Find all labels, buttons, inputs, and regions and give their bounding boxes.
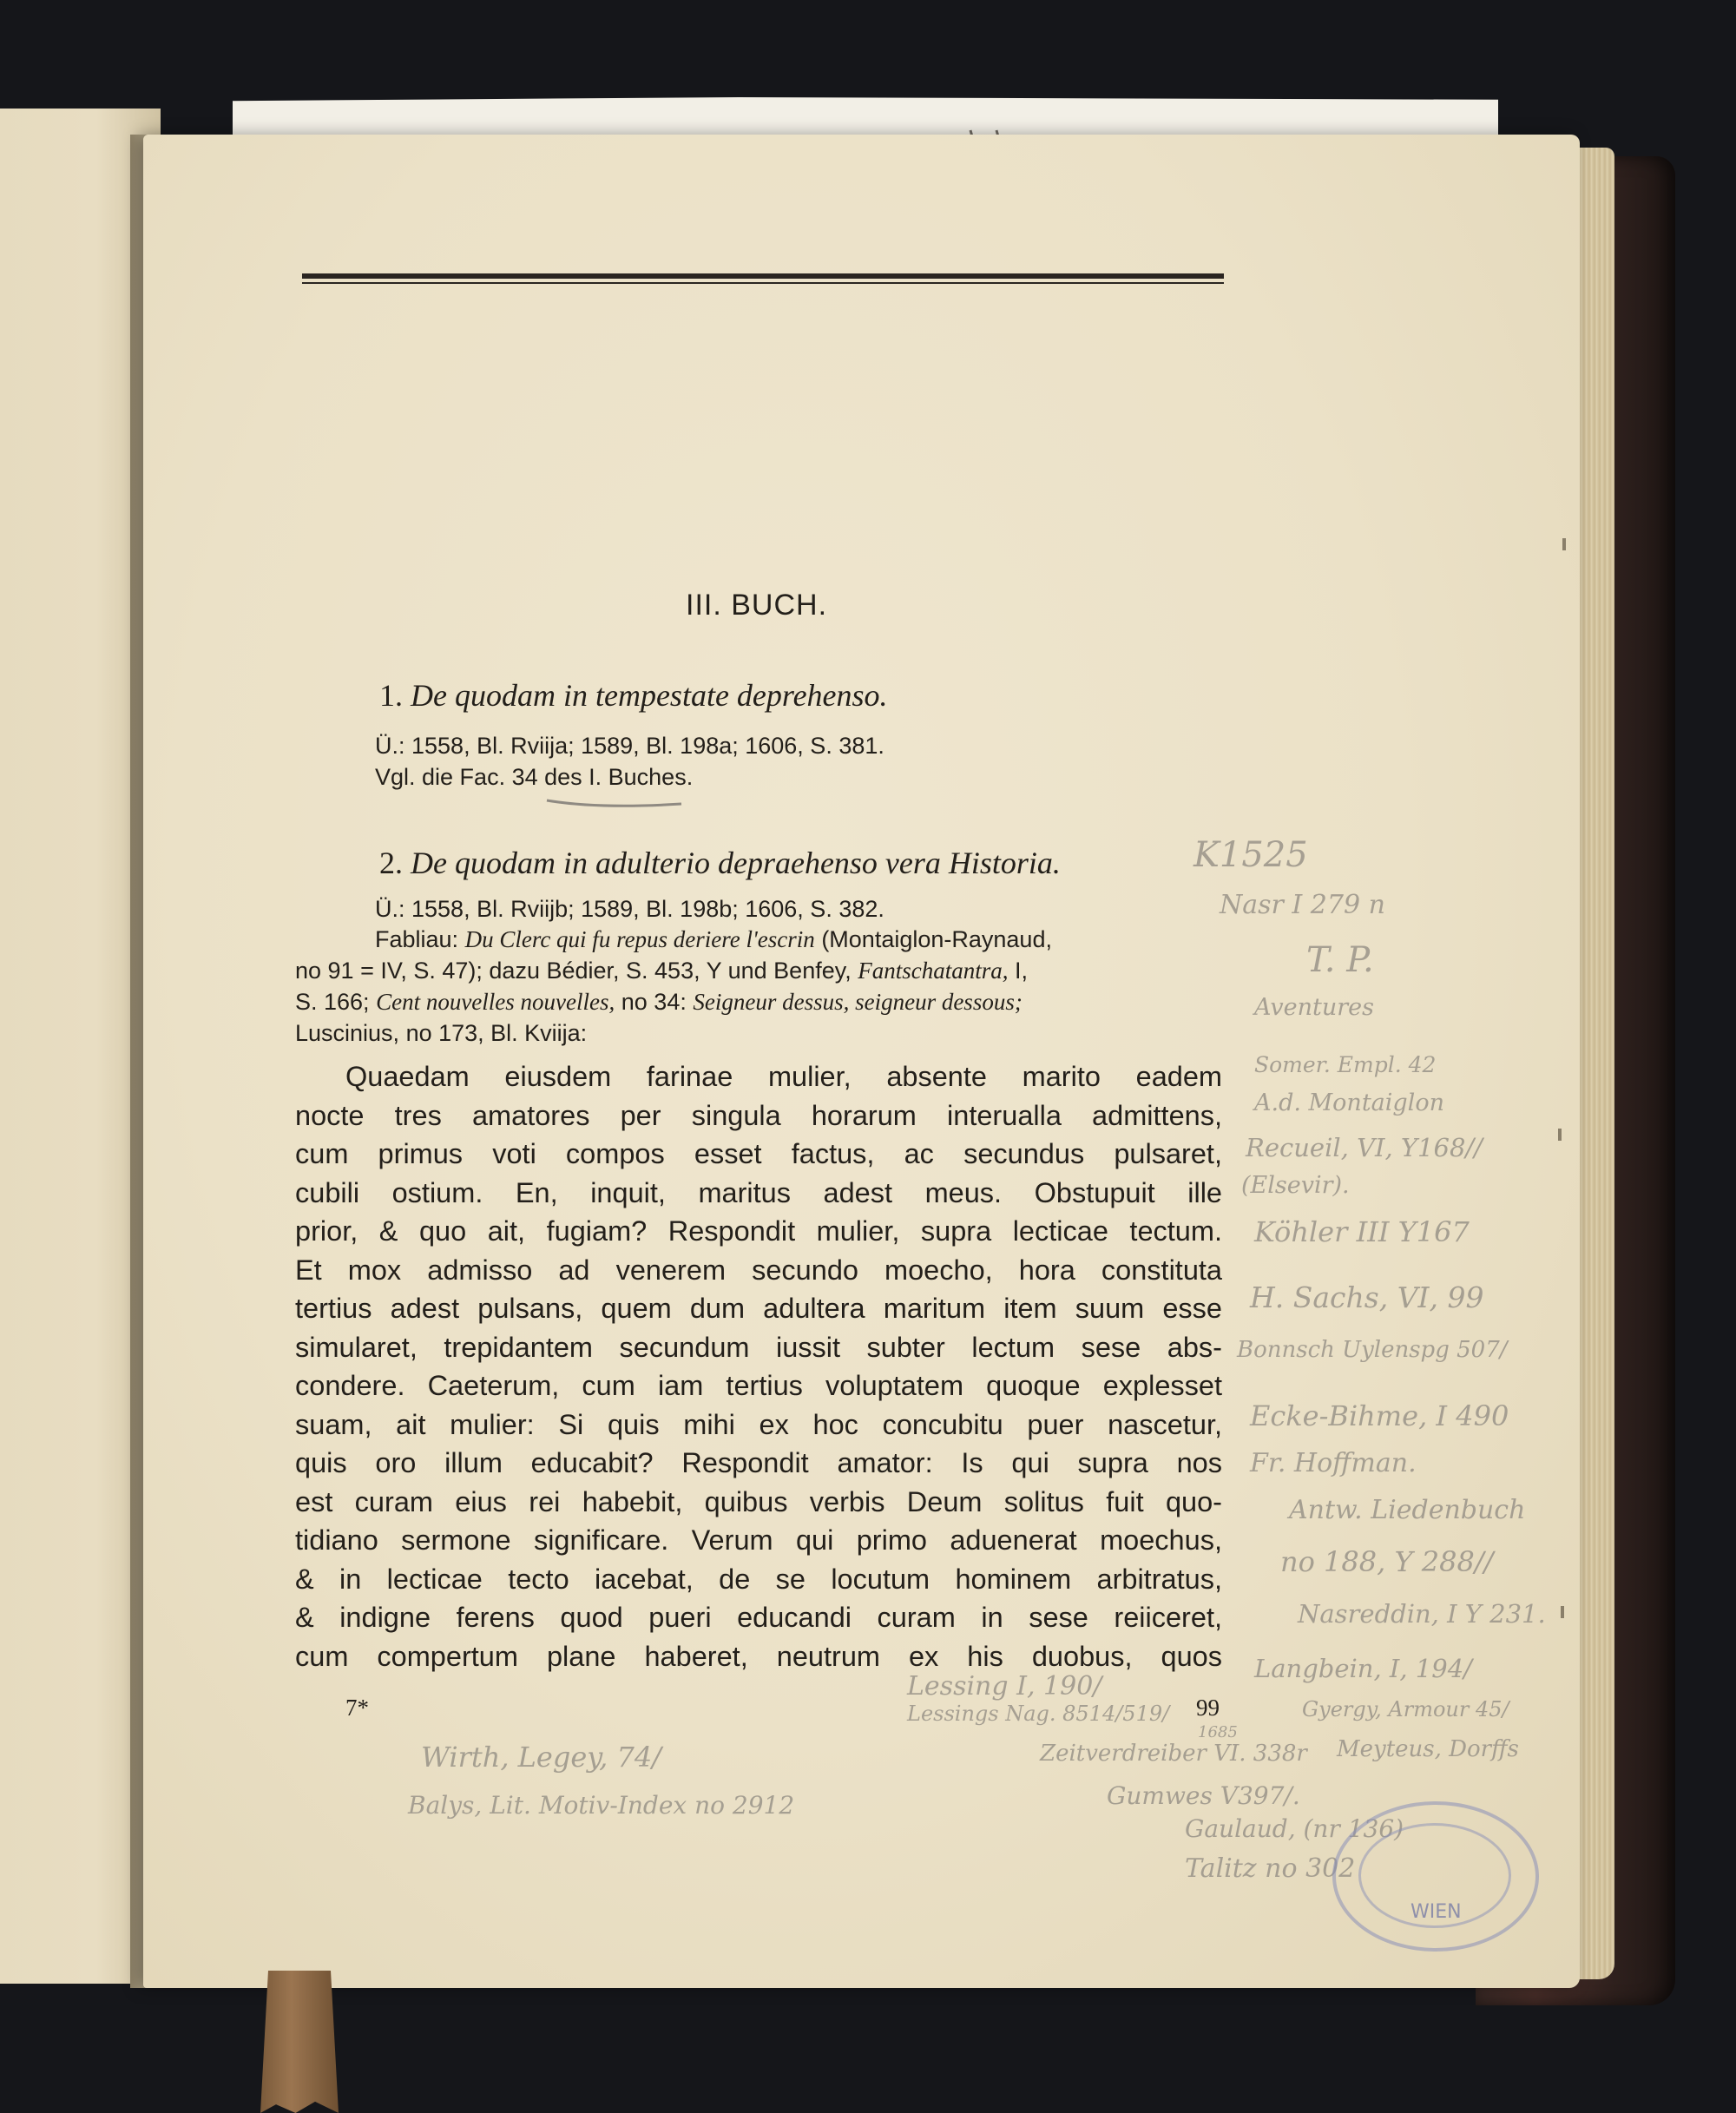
margin-note: Ecke-Bihme, I 490: [1250, 1399, 1509, 1432]
section1-number: 1.: [379, 678, 403, 713]
bottom-note: Talitz no 302: [1185, 1853, 1356, 1884]
margin-note: Antw. Liedenbuch: [1289, 1495, 1526, 1525]
section2-ref-line5: Luscinius, no 173, Bl. Kviija:: [295, 1020, 588, 1046]
section1-title: [379, 677, 888, 714]
bottom-note: Wirth, Legey, 74/: [421, 1741, 661, 1774]
fabliau-title: Du Clerc qui fu repus deriere l'escrin: [464, 926, 815, 952]
section2-ref-line1: Ü.: 1558, Bl. Rviijb; 1589, Bl. 198b; 1606, S. 382.: [375, 896, 884, 922]
ref3-a: no 91 = IV, S. 47); dazu Bédier, S. 453, Y und Benfey,: [295, 958, 852, 984]
section2-ref-line2: [375, 926, 1222, 953]
body-line: prior, & quo ait, fugiam? Respondit mulier, supra lecticae tectum.: [295, 1215, 1222, 1247]
body-line: & in lecticae tecto iacebat, de se locutum hominem arbitratus,: [295, 1563, 1222, 1595]
bottom-note: Balys, Lit. Motiv-Index no 2912: [408, 1791, 795, 1820]
bottom-note: Gumwes V397/.: [1107, 1781, 1300, 1810]
bottom-note: Lessing I, 190/: [907, 1671, 1102, 1702]
body-line: condere. Caeterum, cum iam tertius voluptatem quoque explesset: [295, 1370, 1222, 1401]
margin-note: Bonnsch Uylenspg 507/: [1237, 1337, 1508, 1363]
stamp-text: WIEN: [1410, 1901, 1462, 1923]
margin-note: A.d. Montaiglon: [1254, 1089, 1444, 1116]
section1-ref-line1: Ü.: 1558, Bl. Rviija; 1589, Bl. 198a; 1606, S. 381.: [375, 733, 884, 759]
section1-title-text: De quodam in tempestate deprehenso.: [411, 678, 888, 713]
body-line: suam, ait mulier: Si quis mihi ex hoc concubitu puer nascetur,: [295, 1408, 1222, 1440]
margin-note: T. P.: [1306, 940, 1374, 980]
margin-note: no 188, Y 288//: [1280, 1545, 1494, 1578]
ref3-b: Fantschatantra,: [858, 958, 1009, 984]
section2-ref-line4: [295, 989, 1023, 1016]
margin-note: Aventures: [1254, 994, 1375, 1021]
body-line: Quaedam eiusdem farinae mulier, absente marito eadem: [345, 1061, 1222, 1092]
margin-note: Fr. Hoffman.: [1250, 1448, 1417, 1478]
body-line: est curam eius rei habebit, quibus verbis Deum solitus fuit quo-: [295, 1485, 1222, 1517]
margin-note: Gyergy, Armour 45/: [1302, 1697, 1509, 1721]
margin-note: Nasreddin, I Y 231.: [1298, 1599, 1546, 1629]
bottom-note: Meyteus, Dorffs: [1337, 1736, 1519, 1762]
section2-title: [379, 845, 1061, 881]
margin-speck: [1562, 538, 1566, 550]
ref4-d: Seigneur dessus, seigneur dessous;: [693, 989, 1023, 1015]
margin-note: Nasr I 279 n: [1220, 890, 1385, 920]
margin-note: (Elsevir).: [1241, 1172, 1350, 1199]
margin-note: Köhler III Y167: [1254, 1215, 1470, 1248]
body-text: [295, 1057, 1222, 1675]
ref3-c: I,: [1015, 958, 1029, 984]
margin-note: H. Sachs, VI, 99: [1250, 1280, 1484, 1314]
margin-speck: [1561, 1606, 1564, 1618]
margin-speck: [1558, 1129, 1562, 1141]
book-heading: III. BUCH.: [686, 589, 828, 622]
signature-mark: 7*: [345, 1695, 369, 1721]
margin-note: Langbein, I, 194/: [1254, 1654, 1472, 1683]
bottom-note: Gaulaud, (nr 136): [1185, 1814, 1404, 1843]
fabliau-label: Fabliau:: [375, 926, 459, 952]
body-line: simularet, trepidantem secundum iussit subter lectum sese abs-: [295, 1331, 1222, 1363]
body-line: tidiano sermone significare. Verum qui primo aduenerat moechus,: [295, 1524, 1222, 1556]
bottom-note: 1685: [1198, 1723, 1238, 1741]
section2-title-text: De quodam in adulterio depraehenso vera Historia.: [411, 846, 1061, 880]
margin-note: K1525: [1194, 835, 1308, 875]
body-line: nocte tres amatores per singula horarum interualla admittens,: [295, 1099, 1222, 1131]
body-line: & indigne ferens quod pueri educandi curam in sese reiiceret,: [295, 1602, 1222, 1633]
body-line: cum primus voti compos esset factus, ac secundus pulsaret,: [295, 1138, 1222, 1169]
section1-ref-line2: Vgl. die Fac. 34 des I. Buches.: [375, 764, 694, 790]
body-line: Et mox admisso ad venerem secundo moecho, hora constituta: [295, 1254, 1222, 1286]
body-line: cum compertum plane haberet, neutrum ex his duobus, quos: [295, 1640, 1222, 1672]
ref4-c: no 34:: [621, 989, 687, 1015]
header-rule: [302, 273, 1224, 279]
body-line: quis oro illum educabit? Respondit amator: Is qui supra nos: [295, 1447, 1222, 1478]
bookmark-ribbon: [260, 1971, 339, 2113]
fabliau-rest: (Montaiglon-Raynaud,: [821, 926, 1052, 952]
bottom-note: Zeitverdreiber VI. 338r: [1040, 1741, 1307, 1767]
section2-number: 2.: [379, 846, 403, 880]
body-line: tertius adest pulsans, quem dum adultera maritum item suum esse: [295, 1293, 1222, 1324]
margin-note: Somer. Empl. 42: [1254, 1052, 1437, 1077]
ref4-b: Cent nouvelles nouvelles,: [376, 989, 615, 1015]
margin-note: Recueil, VI, Y168//: [1246, 1133, 1483, 1162]
bottom-note: Lessings Nag. 8514/519/: [907, 1702, 1170, 1726]
body-line: cubili ostium. En, inquit, maritus adest meus. Obstupuit ille: [295, 1176, 1222, 1208]
pencil-underline: [545, 797, 684, 807]
header-rule-thin: [302, 282, 1224, 284]
page-number: 99: [1196, 1695, 1220, 1721]
ref4-a: S. 166;: [295, 989, 370, 1015]
section2-ref-line3: [295, 958, 1028, 984]
